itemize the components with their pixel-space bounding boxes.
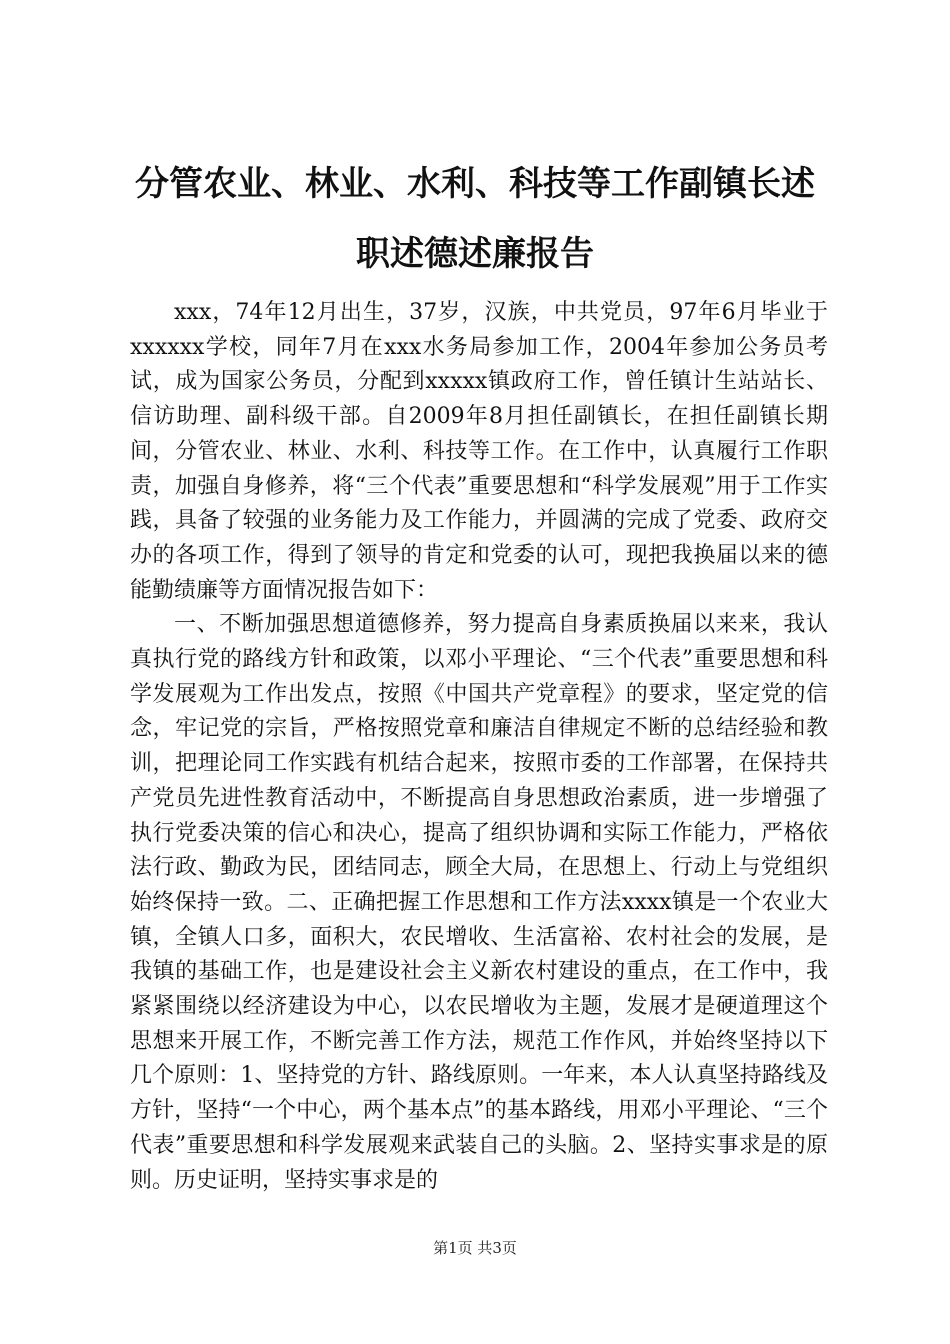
- body-paragraph-1: xxx，74年12月出生，37岁，汉族，中共党员，97年6月毕业于xxxxxx学校，同年7月在xxx水务局参加工作，2004年参加公务员考试，成为国家公务员，分配到xxxxx镇政府工作，曾任镇计生站站长、信访助理、副科级干部。自2009年8月担任副镇长，在担任副镇长期间，分管农业、林业、水利、科技等工作。在工作中，认真履行工作职责，加强自身修养，将“三个代表”重要思想和“科学发展观”用于工作实践，具备了较强的业务能力及工作能力，并圆满的完成了党委、政府交办的各项工作，得到了领导的肯定和党委的认可，现把我换届以来的德能勤绩廉等方面情况报告如下：: [130, 300, 828, 603]
- document-title-line-2: 职述德述廉报告: [356, 234, 594, 274]
- document-title-line-1: 分管农业、林业、水利、科技等工作副镇长述: [135, 164, 815, 204]
- page-number-footer: 第1页 共3页: [433, 1239, 517, 1257]
- body-paragraph-2: 一、不断加强思想道德修养，努力提高自身素质换届以来来，我认真执行党的路线方针和政策，以邓小平理论、“三个代表”重要思想和科学发展观为工作出发点，按照《中国共产党章程》的要求，坚定党的信念，牢记党的宗旨，严格按照党章和廉洁自律规定不断的总结经验和教训，把理论同工作实践有机结合起来，按照市委的工作部署，在保持共产党员先进性教育活动中，不断提高自身思想政治素质，进一步增强了执行党委决策的信心和决心，提高了组织协调和实际工作能力，严格依法行政、勤政为民，团结同志，顾全大局，在思想上、行动上与党组织始终保持一致。二、正确把握工作思想和工作方法xxxx镇是一个农业大镇，全镇人口多，面积大，农民增收、生活富裕、农村社会的发展，是我镇的基础工作，也是建设社会主义新农村建设的重点，在工作中，我紧紧围绕以经济建设为中心，以农民增收为主题，发展才是硬道理这个思想来开展工作，不断完善工作方法，规范工作作风，并始终坚持以下几个原则：1、坚持党的方针、路线原则。一年来，本人认真坚持路线及方针，坚持“一个中心，两个基本点”的基本路线，用邓小平理论、“三个代表”重要思想和科学发展观来武装自己的头脑。2、坚持实事求是的原则。历史证明，坚持实事求是的: [130, 612, 828, 1193]
- document-body: [130, 296, 828, 1198]
